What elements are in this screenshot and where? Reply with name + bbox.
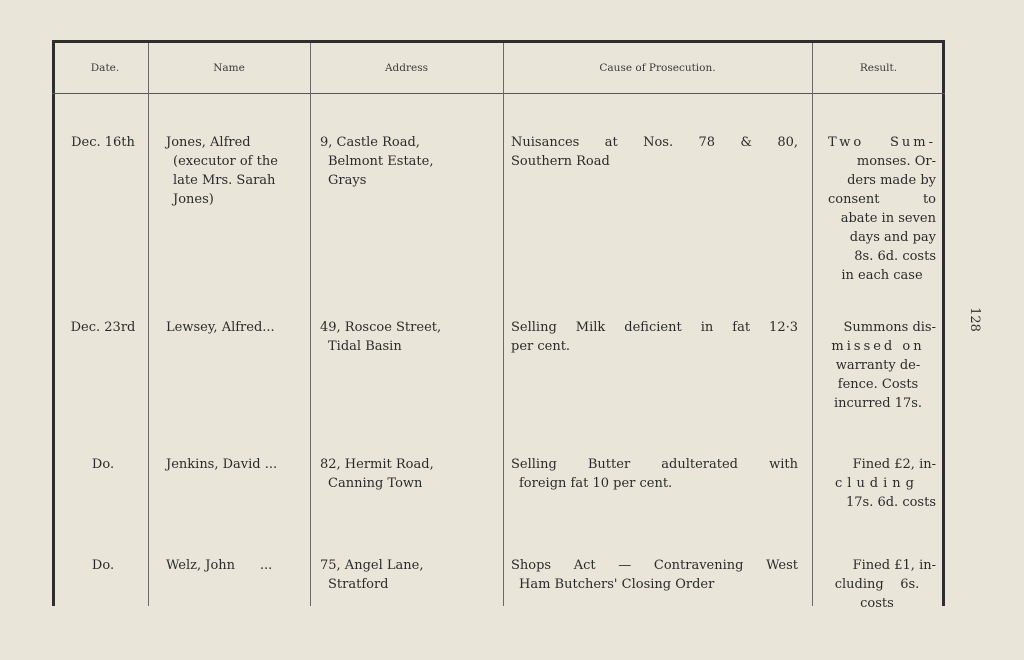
row-result: Two Sum- monses. Or- ders made by consent to abate in seven days and pay 8s. 6d. costs in each case (828, 135, 936, 283)
row-name: Welz, John ... (166, 558, 273, 573)
row-result: Summons dis- missed on warranty de- fence. Costs incurred 17s. (831, 320, 936, 411)
row-name: Jones, Alfred (executor of the late Mrs. Sarah Jones) (166, 135, 278, 207)
header-date: Date. (90, 62, 120, 74)
page-number: 128 (966, 307, 982, 332)
row-cause: Selling Butter adulterated with foreign fat 10 per cent. (511, 457, 798, 491)
row-address: 9, Castle Road, Belmont Estate, Grays (320, 135, 434, 188)
row-address: 82, Hermit Road, Canning Town (320, 457, 434, 491)
column-divider (310, 43, 311, 606)
row-name: Jenkins, David ... (166, 457, 278, 472)
header-result: Result. (859, 62, 898, 74)
column-divider (503, 43, 504, 606)
row-cause: Shops Act — Contravening West Ham Butchers' Closing Order (511, 558, 798, 592)
header-address: Address (384, 62, 429, 74)
row-result: Fined £1, in- cluding 6s. costs (834, 558, 936, 611)
row-date: Do. (91, 558, 115, 573)
row-date: Dec. 23rd (70, 320, 136, 335)
row-date: Do. (91, 457, 115, 472)
header-name: Name (213, 62, 245, 74)
column-divider (148, 43, 149, 606)
row-cause: Selling Milk deficient in fat 12·3 per cent. (511, 320, 798, 354)
row-result: Fined £2, in- cluding 17s. 6d. costs (835, 457, 936, 510)
row-name: Lewsey, Alfred... (166, 320, 275, 335)
column-divider (812, 43, 813, 606)
row-address: 49, Roscoe Street, Tidal Basin (320, 320, 442, 354)
row-date: Dec. 16th (71, 135, 135, 150)
row-address: 75, Angel Lane, Stratford (320, 558, 424, 592)
header-cause: Cause of Prosecution. (599, 62, 716, 74)
row-cause: Nuisances at Nos. 78 & 80, Southern Road (511, 135, 798, 169)
